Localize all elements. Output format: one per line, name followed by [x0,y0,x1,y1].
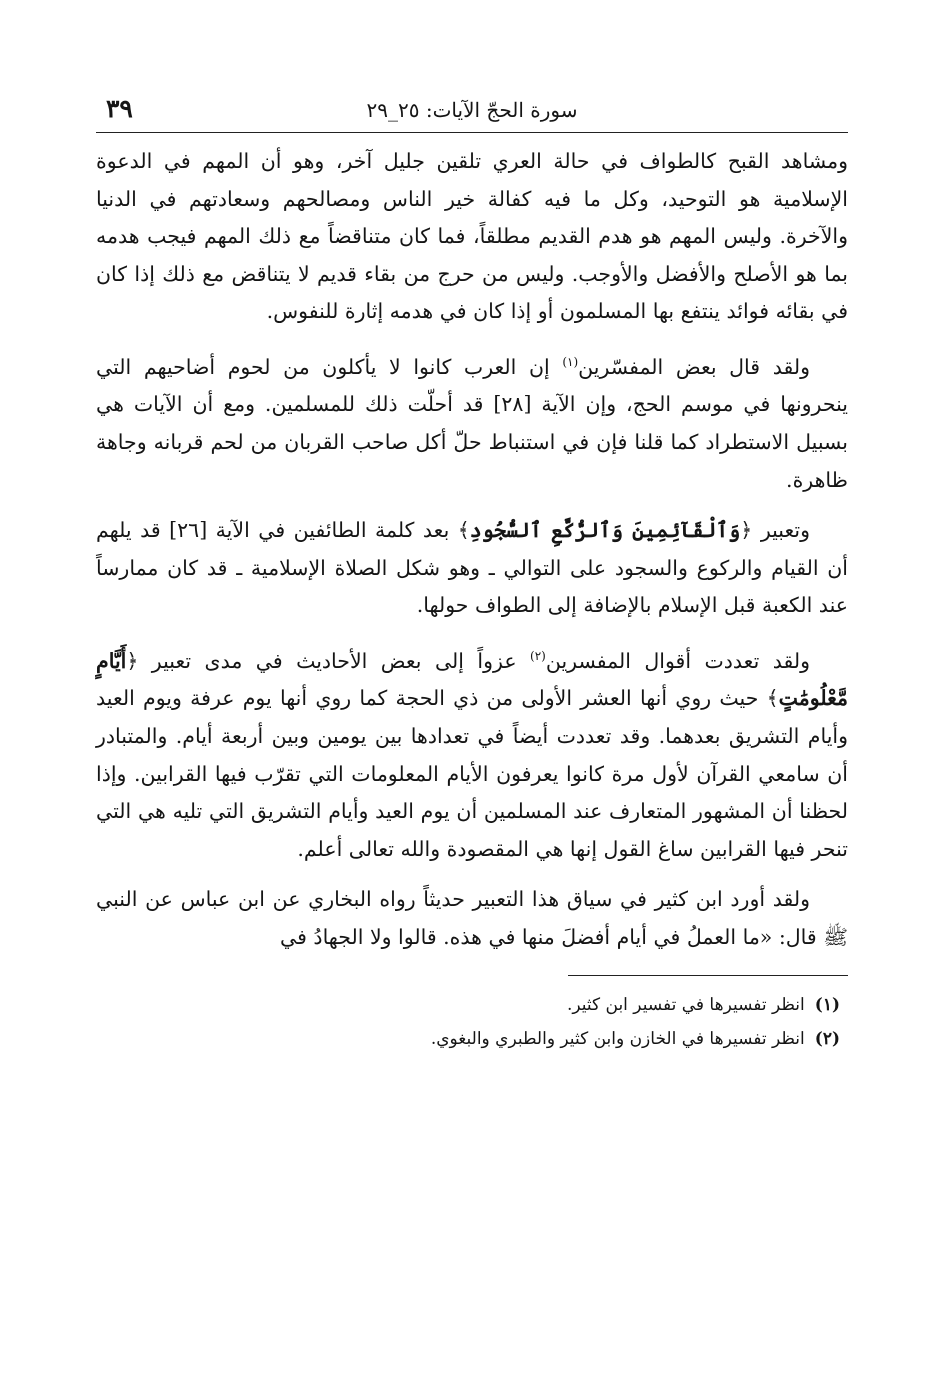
footnote-ref: (١) [562,354,579,369]
paragraph-text: ولقد قال بعض المفسّرين [578,354,810,379]
main-text [96,143,848,957]
paragraph-5 [96,881,848,956]
header-rule [96,132,848,133]
paragraph-1 [96,143,848,331]
page-number: ٣٩ [106,94,133,123]
paragraph-text: إن العرب كانوا لا يأكلون من لحوم أضاحيهم التي ينحرونها في موسم الحج، وإن الآية [٢٨] قد أحلّت ذلك للمسلمين. ومع أن الآيات هي بسبيل الاستطراد كما قلنا فإن في استنباط حلّ أكل صاحب القربان من لحم قربانه وجاهة ظاهرة. [96,354,848,492]
page-header [96,92,848,132]
quran-bracket-close: ﴾ [766,686,779,711]
footnote-number: (١) [814,994,840,1015]
paragraph-text: ولقد تعددت أقوال المفسرين [545,648,811,673]
paragraph-text: بعد كلمة الطائفين في الآية [٢٦] قد يلهم أن القيام والركوع والسجود على التوالي ـ وهو شكل الصلاة الإسلامية ـ قد كان ممارساً عند الكعبة قبل الإسلام بالإضافة إلى الطواف حولها. [96,518,848,618]
footnote-ref: (٢) [530,648,546,663]
paragraph-text: وتعبير [752,518,810,543]
running-title: سورة الحجّ الآيات: ٢٥_٢٩ [366,98,578,122]
quran-quote: وَٱلْقَآئِمِينَ وَٱلرُّكَّعِ ٱلسُّجُودِ [469,518,741,543]
quran-quote: أَيَّامٍ مَّعْلُومَٰتٍ [96,648,848,711]
paragraph-text: عزواً إلى بعض الأحاديث في مدى تعبير [138,648,531,673]
footnote-number: (٢) [814,1028,840,1049]
quran-bracket-close: ﴾ [457,518,470,543]
quran-bracket-open: ﴿ [740,518,753,543]
footnote-2 [96,1022,848,1056]
footnote-rule [568,975,848,976]
footnote-1 [96,988,848,1022]
book-page [96,92,848,1056]
paragraph-4 [96,638,848,868]
footnote-text: انظر تفسيرها في الخازن وابن كثير والطبري والبغوي. [430,1028,805,1049]
footnotes [96,988,848,1056]
paragraph-text: ولقد أورد ابن كثير في سياق هذا التعبير حديثاً رواه البخاري عن ابن عباس عن النبي ﷺ قال: «ما العملُ في أيام أفضلَ منها في هذه. قالوا ولا الجهادُ في [96,887,848,949]
paragraph-text: حيث روي أنها العشر الأولى من ذي الحجة كما روي أنها يوم عرفة ويوم العيد وأيام التشريق بعدهما. وقد تعددت أيضاً في تعدادها بين يومين وبين أربعة أيام. والمتبادر أن سامعي القرآن لأول مرة كانوا يعرفون الأيام المعلومات التي تقرّب فيها القرابين. وإذا لحظنا أن المشهور المتعارف عند المسلمين أن يوم العيد وأيام التشريق التي تليه هي التي تنحر فيها القرابين ساغ القول إنها هي المقصودة والله تعالى أعلم. [96,686,848,861]
paragraph-3 [96,512,848,625]
paragraph-text: ومشاهد القبح كالطواف في حالة العري تلقين جليل آخر، وهو أن المهم في الدعوة الإسلامية هو التوحيد، وكل ما فيه كفالة خير الناس ومصالحهم وسعادتهم في الدنيا والآخرة. وليس المهم هو هدم القديم مطلقاً، فما كان متناقضاً مع ذلك المهم فيجب هدمه بما هو الأصلح والأفضل والأوجب. وليس من حرج من بقاء قديم لا يتناقض مع ذلك إذا كان في بقائه فوائد ينتفع بها المسلمون أو إذا كان في هدمه إثارة للنفوس. [96,149,848,324]
quran-bracket-open: ﴿ [126,648,139,673]
footnote-text: انظر تفسيرها في تفسير ابن كثير. [566,994,805,1015]
paragraph-2 [96,344,848,499]
